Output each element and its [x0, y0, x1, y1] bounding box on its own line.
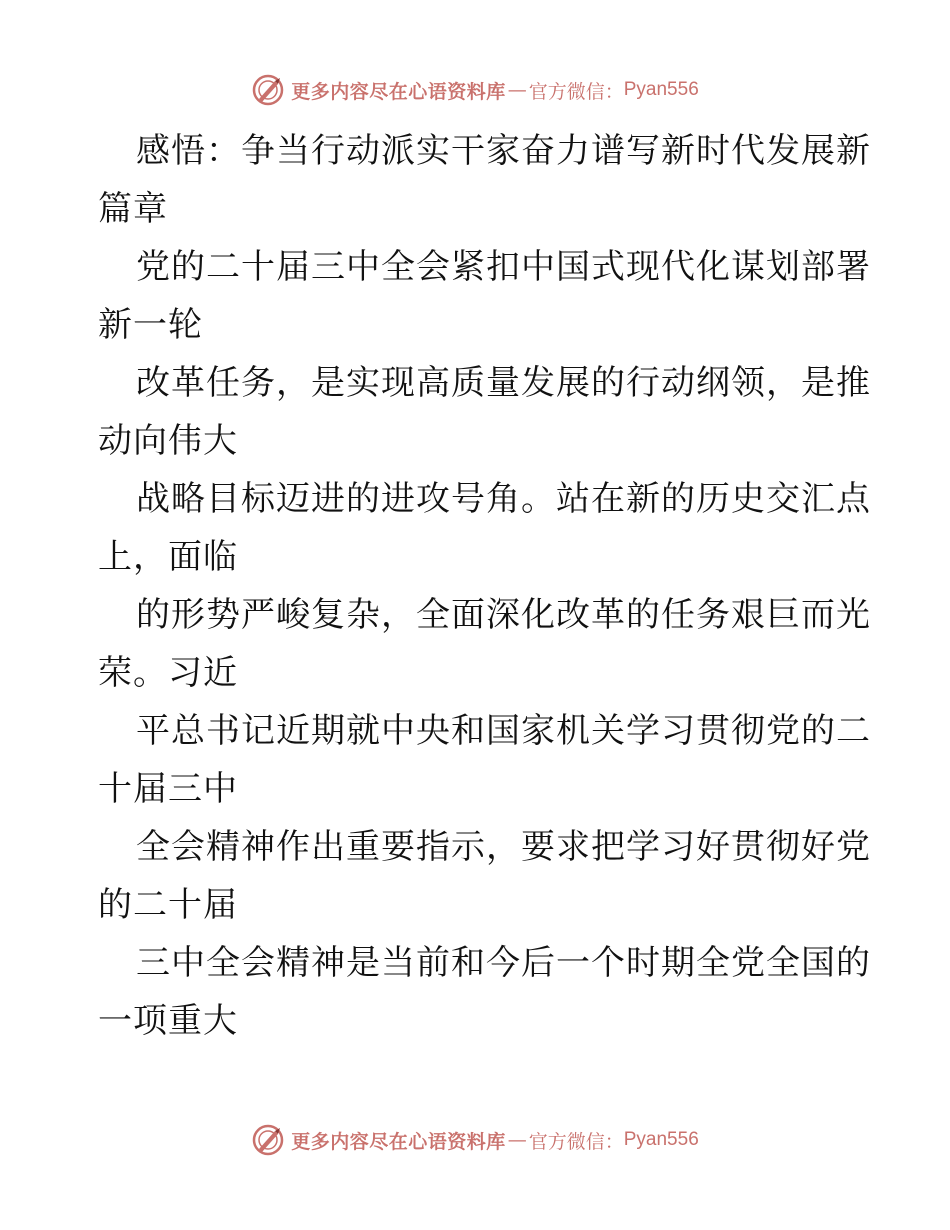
- footer-banner: [0, 1120, 950, 1160]
- body-line: 党的二十届三中全会紧扣中国式现代化谋划部署: [136, 247, 871, 287]
- header-wechat-label: 官方微信：: [528, 80, 624, 103]
- body-line: 改革任务，是实现高质量发展的行动纲领，是推: [136, 363, 871, 403]
- header-brand-text: 更多内容尽在心语资料库: [291, 80, 506, 103]
- brand-logo-icon: [251, 1123, 285, 1157]
- footer-wechat-label: 官方微信：: [528, 1130, 624, 1153]
- header-dash: —: [507, 79, 527, 101]
- body-line: 一项重大: [98, 1001, 238, 1041]
- body-line: 战略目标迈进的进攻号角。站在新的历史交汇点: [136, 479, 871, 519]
- body-line: 三中全会精神是当前和今后一个时期全党全国的: [136, 943, 871, 983]
- body-line: 的二十届: [98, 885, 238, 925]
- body-line: 上，面临: [98, 537, 238, 577]
- body-line: 动向伟大: [98, 421, 238, 461]
- body-line: 平总书记近期就中央和国家机关学习贯彻党的二: [136, 711, 871, 751]
- body-line: 荣。习近: [98, 653, 238, 693]
- body-line: 全会精神作出重要指示，要求把学习好贯彻好党: [136, 827, 871, 867]
- body-line: 新一轮: [98, 305, 203, 345]
- brand-logo-icon: [251, 73, 285, 107]
- header-banner: [0, 70, 950, 110]
- body-line: 十届三中: [98, 769, 238, 809]
- header-wechat-id: Pyan556: [623, 79, 699, 100]
- document-body: [98, 122, 871, 1050]
- body-line: 感悟：争当行动派实干家奋力谱写新时代发展新: [136, 131, 871, 171]
- body-line: 篇章: [98, 189, 168, 229]
- footer-wechat-id: Pyan556: [623, 1129, 699, 1150]
- footer-dash: —: [507, 1129, 527, 1151]
- footer-brand-text: 更多内容尽在心语资料库: [291, 1130, 506, 1153]
- body-line: 的形势严峻复杂，全面深化改革的任务艰巨而光: [136, 595, 871, 635]
